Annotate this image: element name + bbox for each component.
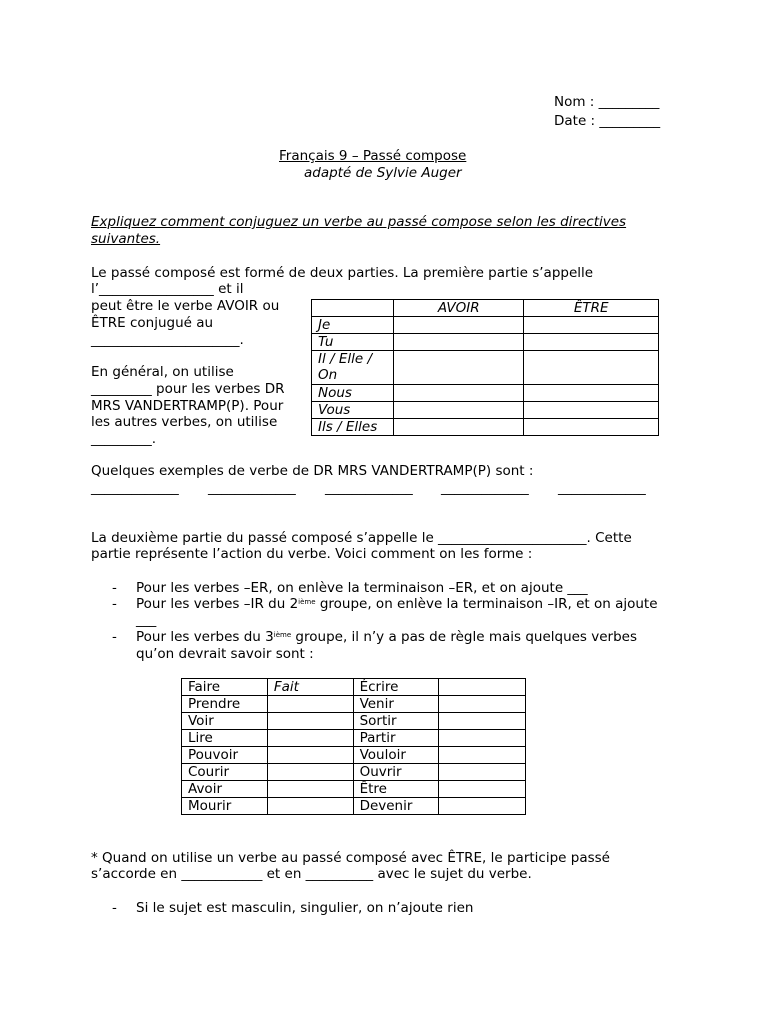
example-blank: _____________ [441,480,529,496]
note-line-2: s’accorde en ____________ et en __________ avec le sujet du verbe. [91,866,532,882]
table-row [312,419,659,436]
table-row [312,351,659,385]
bullet-dash: - [112,900,117,916]
infinitive-cell: Avoir [182,781,268,798]
answer-cell[interactable] [524,334,659,351]
participle-cell[interactable] [267,747,353,764]
table-row [312,334,659,351]
infinitive-cell: Partir [353,730,439,747]
table-row [182,730,526,747]
part1-line-2: l’_________________ et il [91,281,244,297]
infinitive-cell: Courir [182,764,268,781]
name-field: Nom : _________ [554,94,660,110]
part1-line-5: ______________________. [91,332,244,348]
part1-line-10: _________. [91,431,157,447]
pronoun-cell: Ils / Elles [312,419,394,436]
table-row [182,747,526,764]
participle-cell[interactable] [439,747,526,764]
bullet-text: Pour les verbes du 3 [136,629,274,645]
participle-cell[interactable] [439,696,526,713]
part1-line-1: Le passé composé est formé de deux parties. La première partie s’appelle [91,265,594,281]
participle-cell[interactable] [267,798,353,815]
participle-cell[interactable] [439,798,526,815]
pronoun-line: On [318,367,338,383]
table-row [182,713,526,730]
infinitive-cell: Mourir [182,798,268,815]
ordinal-superscript: ième [273,631,292,639]
example-blank: _____________ [325,480,413,496]
bullet-dash: - [112,596,117,612]
participle-cell[interactable] [267,730,353,747]
answer-cell[interactable] [524,385,659,402]
participle-cell[interactable]: Fait [267,679,353,696]
table-cell [312,300,394,317]
answer-cell[interactable] [524,317,659,334]
final-bullet: Si le sujet est masculin, singulier, on n’ajoute rien [136,900,474,916]
infinitive-cell: Faire [182,679,268,696]
table-row [312,300,659,317]
part1-line-4: ÊTRE conjugué au [91,315,214,331]
participle-cell[interactable] [439,679,526,696]
examples-text: Quelques exemples de verbe de DR MRS VANDERTRAMP(P) sont : [91,463,534,479]
bullet-dash: - [112,580,117,596]
infinitive-cell: Ouvrir [353,764,439,781]
part2-line-1: La deuxième partie du passé composé s’appelle le ______________________. Cette [91,530,632,546]
answer-cell[interactable] [524,351,659,385]
example-blank: _____________ [558,480,646,496]
participle-cell[interactable] [267,696,353,713]
answer-cell[interactable] [393,334,524,351]
table-row [182,781,526,798]
note-line-1: * Quand on utilise un verbe au passé composé avec ÊTRE, le participe passé [91,850,610,866]
part1-line-7: _________ pour les verbes DR [91,381,285,397]
pronoun-cell: Nous [312,385,394,402]
infinitive-cell: Être [353,781,439,798]
infinitive-cell: Pouvoir [182,747,268,764]
table-row [182,696,526,713]
page-subtitle: adapté de Sylvie Auger [304,165,462,181]
table-row [312,402,659,419]
example-blank: _____________ [208,480,296,496]
bullet-ir-continuation: ___ [136,612,157,628]
infinitive-cell: Devenir [353,798,439,815]
part1-line-6: En général, on utilise [91,364,234,380]
pronoun-line: Il / Elle / [318,351,373,367]
answer-cell[interactable] [393,351,524,385]
pronoun-cell: Je [312,317,394,334]
participle-cell[interactable] [439,713,526,730]
participle-cell[interactable] [439,781,526,798]
date-field: Date : _________ [554,113,661,129]
table-row [312,385,659,402]
conjugation-table [311,299,659,436]
infinitive-cell: Voir [182,713,268,730]
infinitive-cell: Lire [182,730,268,747]
ordinal-superscript: ième [298,598,316,606]
answer-cell[interactable] [393,385,524,402]
infinitive-cell: Écrire [353,679,439,696]
bullet-third-continuation: qu’on devrait savoir sont : [136,646,314,662]
infinitive-cell: Sortir [353,713,439,730]
part1-line-3: peut être le verbe AVOIR ou [91,298,280,314]
table-row [182,798,526,815]
participle-cell[interactable] [439,764,526,781]
participle-cell[interactable] [439,730,526,747]
example-blank: _____________ [91,480,179,496]
instructions-line-1: Expliquez comment conjuguez un verbe au passé compose selon les directives [91,214,627,230]
infinitive-cell: Prendre [182,696,268,713]
answer-cell[interactable] [393,419,524,436]
answer-cell[interactable] [524,419,659,436]
etre-column-header: ÊTRE [524,300,659,317]
page-title: Français 9 – Passé compose [279,148,467,164]
part2-line-2: partie représente l’action du verbe. Voici comment on les forme : [91,546,533,562]
answer-cell[interactable] [393,317,524,334]
instructions-line-2: suivantes. [91,231,161,247]
infinitive-cell: Vouloir [353,747,439,764]
bullet-text: Pour les verbes –IR du 2 [136,596,299,612]
infinitive-cell: Venir [353,696,439,713]
avoir-column-header: AVOIR [393,300,524,317]
bullet-text: groupe, il n’y a pas de règle mais quelques verbes [291,629,638,645]
part1-line-9: les autres verbes, on utilise [91,414,278,430]
table-row [182,764,526,781]
participle-cell[interactable] [267,781,353,798]
table-row [182,679,526,696]
bullet-ir-verbs [136,596,658,613]
bullet-er-verbs: Pour les verbes –ER, on enlève la terminaison –ER, et on ajoute ___ [136,580,588,596]
bullet-text: groupe, on enlève la terminaison –IR, et on ajoute [315,596,658,612]
pronoun-cell: Vous [312,402,394,419]
bullet-third-group [136,629,637,646]
bullet-dash: - [112,629,117,645]
pronoun-cell: Tu [312,334,394,351]
answer-cell[interactable] [524,402,659,419]
answer-cell[interactable] [393,402,524,419]
participle-cell[interactable] [267,713,353,730]
table-row [312,317,659,334]
part1-line-8: MRS VANDERTRAMP(P). Pour [91,398,284,414]
verb-table [181,678,526,815]
participle-cell[interactable] [267,764,353,781]
pronoun-cell [312,351,394,385]
